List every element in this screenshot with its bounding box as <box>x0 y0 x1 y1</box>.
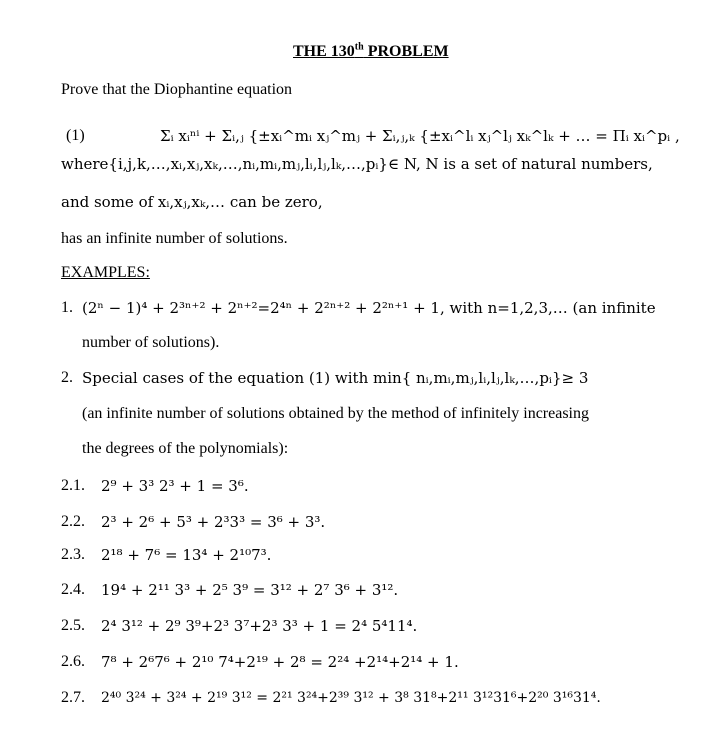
example-1-number: 1. <box>61 299 73 316</box>
case-equation: 2³ + 2⁶ + 5³ + 2³3³ = 3⁶ + 3³. <box>101 513 326 531</box>
case-number: 2.1. <box>61 477 85 494</box>
case-number: 2.5. <box>61 617 85 634</box>
some-zero-line: and some of xᵢ,xⱼ,xₖ,… can be zero, <box>61 193 323 211</box>
intro-text: Prove that the Diophantine equation <box>61 81 293 98</box>
example-2-cont1: (an infinite number of solutions obtained by the method of infinitely increasing <box>82 405 589 422</box>
case-equation: 7⁸ + 2⁶7⁶ + 2¹⁰ 7⁴+2¹⁹ + 2⁸ = 2²⁴ +2¹⁴+2¹⁴ + 1. <box>101 653 459 671</box>
case-number: 2.6. <box>61 653 85 670</box>
case-equation: 2¹⁸ + 7⁶ = 13⁴ + 2¹⁰7³. <box>101 546 272 564</box>
case-number: 2.7. <box>61 689 85 706</box>
case-number: 2.3. <box>61 546 85 563</box>
where-line: where{i,j,k,…,xᵢ,xⱼ,xₖ,…,nᵢ,mᵢ,mⱼ,lᵢ,lⱼ,lₖ,…,pᵢ}∈ N, N is a set of natural numbers, <box>61 155 653 173</box>
case-number: 2.2. <box>61 513 85 530</box>
page-title: THE 130th PROBLEM <box>293 41 449 60</box>
examples-heading: EXAMPLES: <box>61 264 150 281</box>
case-equation: 2⁴⁰ 3²⁴ + 3²⁴ + 2¹⁹ 3¹² = 2²¹ 3²⁴+2³⁹ 3¹² + 3⁸ 31⁸+2¹¹ 3¹²31⁶+2²⁰ 3¹⁶31⁴. <box>101 690 601 706</box>
example-2-cont2: the degrees of the polynomials): <box>82 440 289 457</box>
case-equation: 2⁴ 3¹² + 2⁹ 3⁹+2³ 3⁷+2³ 3³ + 1 = 2⁴ 5⁴11⁴. <box>101 617 418 635</box>
equation-1: Σᵢ xᵢⁿⁱ + Σᵢ,ⱼ {±xᵢ^mᵢ xⱼ^mⱼ + Σᵢ,ⱼ,ₖ {±xᵢ^lᵢ xⱼ^lⱼ xₖ^lₖ + … = Πᵢ xᵢ^pᵢ , <box>160 127 680 145</box>
case-equation: 19⁴ + 2¹¹ 3³ + 2⁵ 3⁹ = 3¹² + 2⁷ 3⁶ + 3¹². <box>101 581 399 599</box>
case-number: 2.4. <box>61 581 85 598</box>
case-equation: 2⁹ + 3³ 2³ + 1 = 3⁶. <box>101 477 249 495</box>
example-1-cont: number of solutions). <box>82 334 220 351</box>
infinite-solutions-line: has an infinite number of solutions. <box>61 230 288 247</box>
equation-number: (1) <box>66 127 85 144</box>
example-2-text: Special cases of the equation (1) with min{ nᵢ,mᵢ,mⱼ,lᵢ,lⱼ,lₖ,…,pᵢ}≥ 3 <box>82 369 589 387</box>
example-2-number: 2. <box>61 369 73 386</box>
example-1-text: (2ⁿ − 1)⁴ + 2³ⁿ⁺² + 2ⁿ⁺²=2⁴ⁿ + 2²ⁿ⁺² + 2²ⁿ⁺¹ + 1, with n=1,2,3,… (an infinite <box>82 299 656 317</box>
